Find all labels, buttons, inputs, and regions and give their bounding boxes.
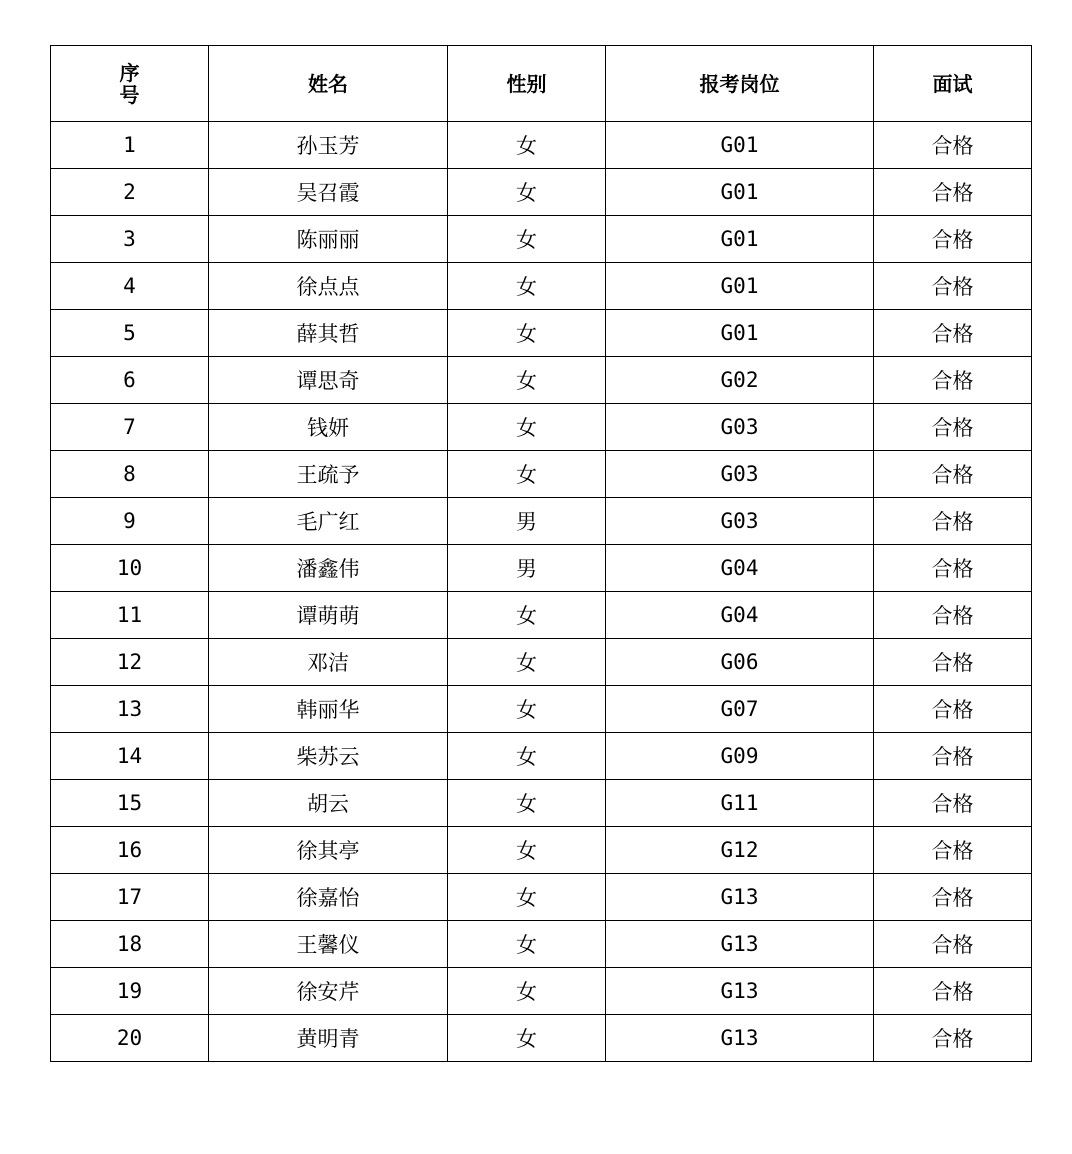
header-seq-line2: 号 xyxy=(119,82,140,107)
cell-gender: 女 xyxy=(448,216,606,263)
cell-gender: 女 xyxy=(448,827,606,874)
cell-result: 合格 xyxy=(874,921,1032,968)
cell-gender: 女 xyxy=(448,780,606,827)
cell-name: 陈丽丽 xyxy=(209,216,448,263)
cell-gender: 女 xyxy=(448,404,606,451)
cell-gender: 女 xyxy=(448,1015,606,1062)
cell-name: 胡云 xyxy=(209,780,448,827)
table-row xyxy=(51,122,1032,169)
cell-post: G13 xyxy=(606,874,874,921)
cell-name: 徐安芹 xyxy=(209,968,448,1015)
cell-seq: 11 xyxy=(51,592,209,639)
cell-seq: 6 xyxy=(51,357,209,404)
cell-result: 合格 xyxy=(874,1015,1032,1062)
table-row xyxy=(51,169,1032,216)
table-row xyxy=(51,498,1032,545)
cell-seq: 2 xyxy=(51,169,209,216)
cell-result: 合格 xyxy=(874,592,1032,639)
table-row xyxy=(51,404,1032,451)
cell-post: G02 xyxy=(606,357,874,404)
cell-seq: 10 xyxy=(51,545,209,592)
cell-seq: 13 xyxy=(51,686,209,733)
header-name: 姓名 xyxy=(209,46,448,122)
cell-result: 合格 xyxy=(874,498,1032,545)
table-row xyxy=(51,780,1032,827)
cell-seq: 20 xyxy=(51,1015,209,1062)
cell-post: G01 xyxy=(606,310,874,357)
cell-seq: 9 xyxy=(51,498,209,545)
table-row xyxy=(51,592,1032,639)
cell-name: 薛其哲 xyxy=(209,310,448,357)
cell-name: 谭思奇 xyxy=(209,357,448,404)
cell-result: 合格 xyxy=(874,122,1032,169)
table-row xyxy=(51,216,1032,263)
cell-gender: 女 xyxy=(448,169,606,216)
cell-post: G06 xyxy=(606,639,874,686)
cell-name: 韩丽华 xyxy=(209,686,448,733)
cell-name: 吴召霞 xyxy=(209,169,448,216)
cell-seq: 14 xyxy=(51,733,209,780)
cell-name: 潘鑫伟 xyxy=(209,545,448,592)
cell-gender: 女 xyxy=(448,874,606,921)
header-seq-line1: 序 xyxy=(119,60,140,85)
cell-post: G04 xyxy=(606,592,874,639)
cell-result: 合格 xyxy=(874,827,1032,874)
cell-result: 合格 xyxy=(874,968,1032,1015)
table-body xyxy=(51,122,1032,1062)
cell-seq: 12 xyxy=(51,639,209,686)
table-header xyxy=(51,46,1032,122)
cell-gender: 女 xyxy=(448,686,606,733)
cell-gender: 女 xyxy=(448,733,606,780)
cell-seq: 18 xyxy=(51,921,209,968)
cell-gender: 女 xyxy=(448,310,606,357)
cell-post: G13 xyxy=(606,1015,874,1062)
interview-results-table xyxy=(50,45,1032,1062)
table-row xyxy=(51,921,1032,968)
cell-name: 邓洁 xyxy=(209,639,448,686)
cell-gender: 女 xyxy=(448,357,606,404)
cell-result: 合格 xyxy=(874,404,1032,451)
cell-post: G09 xyxy=(606,733,874,780)
cell-name: 王疏予 xyxy=(209,451,448,498)
cell-gender: 女 xyxy=(448,451,606,498)
cell-seq: 8 xyxy=(51,451,209,498)
table-row xyxy=(51,827,1032,874)
cell-post: G13 xyxy=(606,921,874,968)
cell-post: G01 xyxy=(606,122,874,169)
cell-post: G11 xyxy=(606,780,874,827)
cell-post: G01 xyxy=(606,169,874,216)
cell-name: 毛广红 xyxy=(209,498,448,545)
cell-seq: 15 xyxy=(51,780,209,827)
cell-post: G12 xyxy=(606,827,874,874)
cell-name: 徐点点 xyxy=(209,263,448,310)
cell-post: G04 xyxy=(606,545,874,592)
cell-result: 合格 xyxy=(874,310,1032,357)
table-row xyxy=(51,545,1032,592)
cell-result: 合格 xyxy=(874,451,1032,498)
cell-post: G01 xyxy=(606,263,874,310)
cell-gender: 女 xyxy=(448,592,606,639)
cell-post: G01 xyxy=(606,216,874,263)
table-row xyxy=(51,968,1032,1015)
cell-result: 合格 xyxy=(874,357,1032,404)
cell-name: 黄明青 xyxy=(209,1015,448,1062)
table-row xyxy=(51,357,1032,404)
cell-seq: 4 xyxy=(51,263,209,310)
table-row xyxy=(51,451,1032,498)
cell-result: 合格 xyxy=(874,545,1032,592)
cell-name: 孙玉芳 xyxy=(209,122,448,169)
cell-post: G03 xyxy=(606,404,874,451)
table-row xyxy=(51,263,1032,310)
cell-post: G13 xyxy=(606,968,874,1015)
cell-gender: 女 xyxy=(448,263,606,310)
cell-gender: 男 xyxy=(448,545,606,592)
cell-post: G03 xyxy=(606,498,874,545)
cell-seq: 1 xyxy=(51,122,209,169)
cell-name: 钱妍 xyxy=(209,404,448,451)
cell-seq: 16 xyxy=(51,827,209,874)
cell-seq: 17 xyxy=(51,874,209,921)
cell-gender: 男 xyxy=(448,498,606,545)
cell-seq: 3 xyxy=(51,216,209,263)
cell-name: 徐嘉怡 xyxy=(209,874,448,921)
header-interview: 面试 xyxy=(874,46,1032,122)
cell-result: 合格 xyxy=(874,263,1032,310)
table-row xyxy=(51,639,1032,686)
cell-post: G03 xyxy=(606,451,874,498)
cell-post: G07 xyxy=(606,686,874,733)
cell-result: 合格 xyxy=(874,639,1032,686)
header-post: 报考岗位 xyxy=(606,46,874,122)
cell-name: 柴苏云 xyxy=(209,733,448,780)
cell-seq: 19 xyxy=(51,968,209,1015)
header-seq xyxy=(51,46,209,122)
cell-gender: 女 xyxy=(448,921,606,968)
cell-name: 谭萌萌 xyxy=(209,592,448,639)
cell-result: 合格 xyxy=(874,733,1032,780)
header-gender: 性别 xyxy=(448,46,606,122)
cell-gender: 女 xyxy=(448,639,606,686)
cell-result: 合格 xyxy=(874,169,1032,216)
table-row xyxy=(51,686,1032,733)
cell-gender: 女 xyxy=(448,122,606,169)
table-row xyxy=(51,874,1032,921)
cell-name: 王馨仪 xyxy=(209,921,448,968)
cell-result: 合格 xyxy=(874,216,1032,263)
cell-seq: 7 xyxy=(51,404,209,451)
cell-result: 合格 xyxy=(874,874,1032,921)
cell-result: 合格 xyxy=(874,686,1032,733)
header-row xyxy=(51,46,1032,122)
cell-name: 徐其亭 xyxy=(209,827,448,874)
cell-result: 合格 xyxy=(874,780,1032,827)
table-row xyxy=(51,733,1032,780)
cell-gender: 女 xyxy=(448,968,606,1015)
table-row xyxy=(51,310,1032,357)
table-row xyxy=(51,1015,1032,1062)
cell-seq: 5 xyxy=(51,310,209,357)
